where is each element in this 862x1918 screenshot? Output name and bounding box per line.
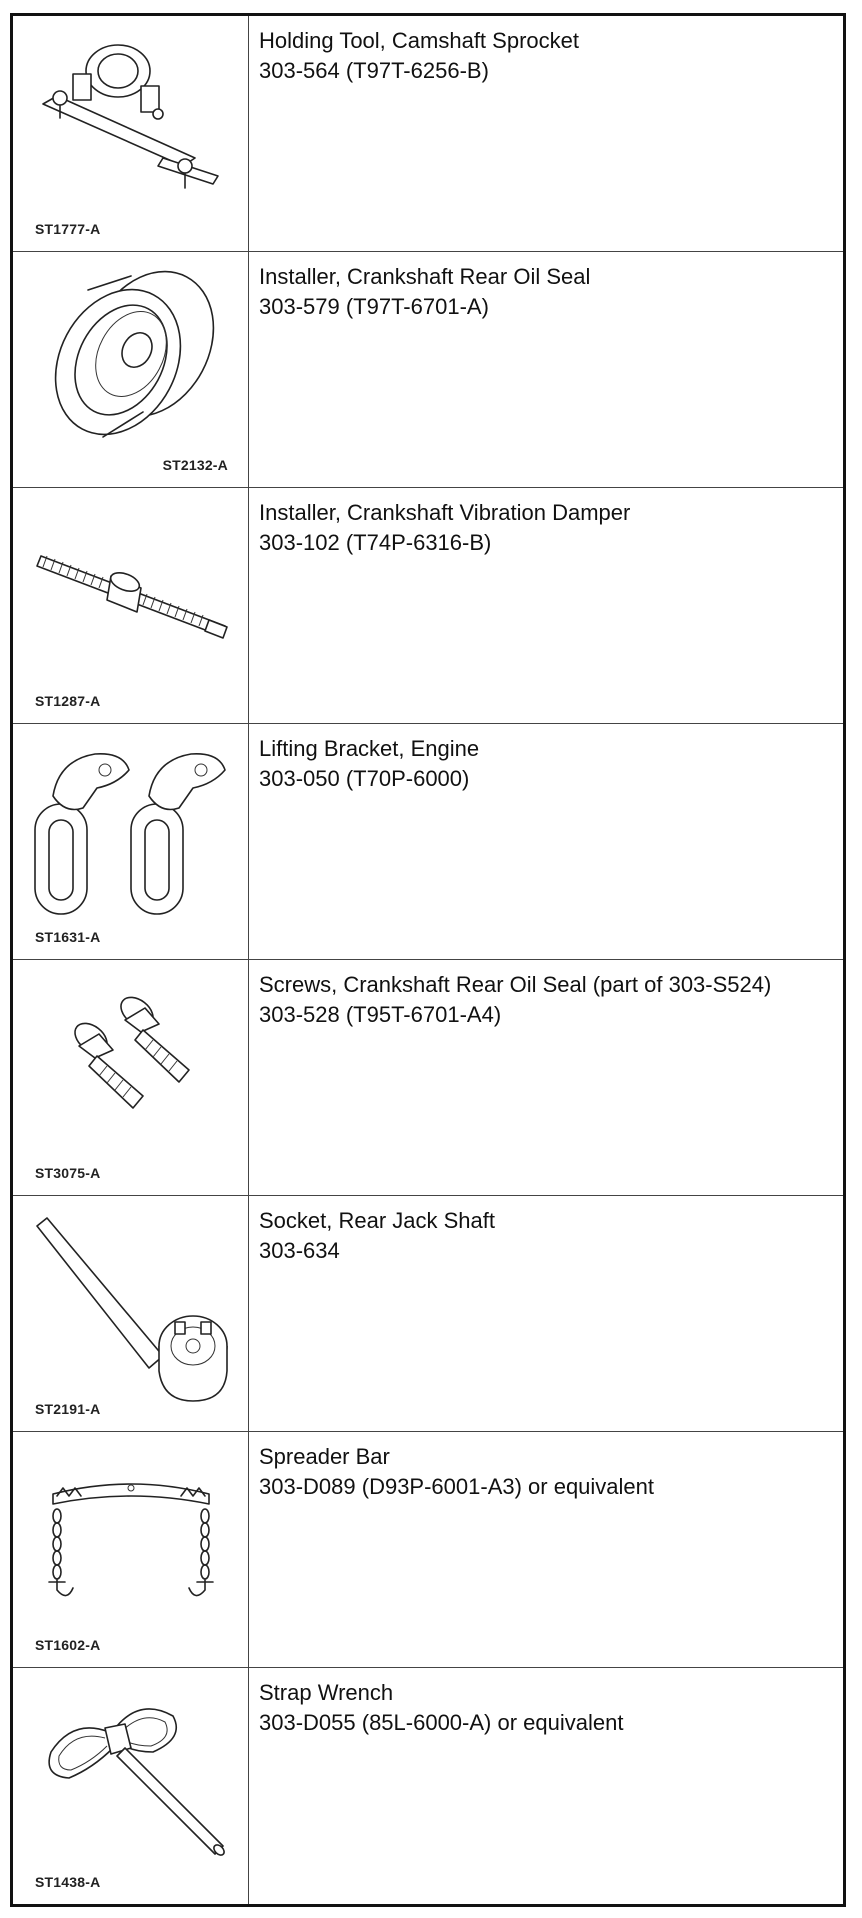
table-row — [13, 960, 843, 1196]
lifting-bracket-icon — [13, 724, 249, 960]
spreader-bar-icon — [13, 1432, 249, 1668]
tool-name: Installer, Crankshaft Rear Oil Seal — [259, 264, 591, 289]
tool-illustration-cell — [13, 724, 249, 959]
tool-illustration-cell — [13, 960, 249, 1195]
strap-wrench-icon — [13, 1668, 249, 1904]
tool-name: Strap Wrench — [259, 1680, 394, 1705]
tool-code: ST1287-A — [35, 693, 101, 709]
tool-description — [259, 734, 837, 794]
tool-description — [259, 1206, 837, 1266]
tool-illustration-cell — [13, 252, 249, 487]
tool-name: Lifting Bracket, Engine — [259, 736, 480, 761]
table-row — [13, 488, 843, 724]
tool-number: 303-634 — [259, 1238, 340, 1263]
table-row — [13, 1196, 843, 1432]
tool-description — [259, 498, 837, 558]
tool-number: 303-564 (T97T-6256-B) — [259, 58, 489, 83]
tool-name: Installer, Crankshaft Vibration Damper — [259, 500, 631, 525]
table-row — [13, 1432, 843, 1668]
tool-number: 303-102 (T74P-6316-B) — [259, 530, 492, 555]
tool-number: 303-579 (T97T-6701-A) — [259, 294, 489, 319]
tool-code: ST1631-A — [35, 929, 101, 945]
tool-name: Holding Tool, Camshaft Sprocket — [259, 28, 579, 53]
screws-icon — [13, 960, 249, 1196]
tool-code: ST2132-A — [162, 457, 228, 473]
threaded-rod-installer-icon — [13, 488, 249, 724]
table-row — [13, 724, 843, 960]
tool-name: Screws, Crankshaft Rear Oil Seal (part of 303-S524) — [259, 972, 772, 997]
tool-description — [259, 1678, 837, 1738]
tool-number: 303-D089 (D93P-6001-A3) or equivalent — [259, 1474, 655, 1499]
tool-code: ST1438-A — [35, 1874, 101, 1890]
seal-installer-icon — [13, 252, 249, 488]
tool-illustration-cell — [13, 16, 249, 251]
tool-name: Socket, Rear Jack Shaft — [259, 1208, 495, 1233]
tool-code: ST2191-A — [35, 1401, 101, 1417]
tool-description — [259, 970, 837, 1030]
tool-code: ST1602-A — [35, 1637, 101, 1653]
table-row — [13, 252, 843, 488]
tool-number: 303-050 (T70P-6000) — [259, 766, 470, 791]
table-row — [13, 1668, 843, 1904]
table-row — [13, 16, 843, 252]
tool-illustration-cell — [13, 488, 249, 723]
tool-number: 303-528 (T95T-6701-A4) — [259, 1002, 502, 1027]
tool-name: Spreader Bar — [259, 1444, 390, 1469]
tool-illustration-cell — [13, 1432, 249, 1667]
tool-number: 303-D055 (85L-6000-A) or equivalent — [259, 1710, 624, 1735]
special-tools-table — [10, 13, 846, 1907]
tool-illustration-cell — [13, 1668, 249, 1904]
jack-shaft-socket-icon — [13, 1196, 249, 1432]
tool-code: ST3075-A — [35, 1165, 101, 1181]
camshaft-holding-tool-icon — [13, 16, 249, 252]
tool-description — [259, 26, 837, 86]
tool-description — [259, 262, 837, 322]
tool-illustration-cell — [13, 1196, 249, 1431]
tool-description — [259, 1442, 837, 1502]
tool-code: ST1777-A — [35, 221, 101, 237]
